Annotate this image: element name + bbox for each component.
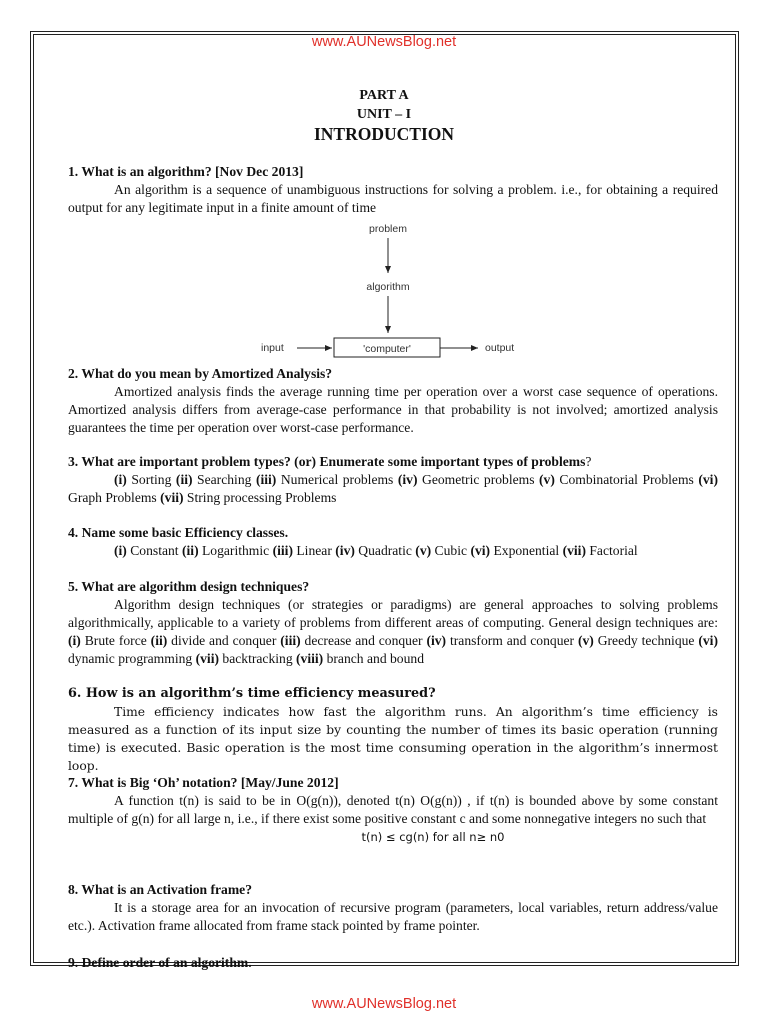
answer-2: Amortized analysis finds the average running time per operation over a worst case sequence of operations. Amortized analysis differs from average-case performance in that probability is not involved; amortized analysis guarantees the time per operation over worst-case performance. bbox=[68, 384, 718, 435]
question-5: 5. What are algorithm design techniques? bbox=[68, 579, 310, 594]
list-item-text: Quadratic bbox=[354, 543, 416, 558]
list-numeral: (v) bbox=[415, 543, 432, 558]
diagram-output-label: output bbox=[485, 342, 515, 354]
unit-heading: UNIT – I bbox=[356, 107, 412, 122]
list-item-text: divide and conquer bbox=[167, 633, 281, 648]
list-numeral: (iv) bbox=[397, 472, 418, 487]
list-item-text: Factorial bbox=[585, 543, 638, 558]
list-item-text: Linear bbox=[292, 543, 336, 558]
list-item-text: Constant bbox=[126, 543, 182, 558]
diagram-input-label: input bbox=[261, 342, 284, 354]
list-item-text: decrease and conquer bbox=[300, 633, 427, 648]
question-4: 4. Name some basic Efficiency classes. bbox=[68, 525, 289, 540]
list-numeral: (vi) bbox=[470, 543, 491, 558]
list-numeral: (ii) bbox=[181, 543, 199, 558]
list-item-text: Cubic bbox=[431, 543, 471, 558]
question-7-block bbox=[68, 774, 718, 846]
question-4-block bbox=[68, 524, 718, 560]
list-numeral: (i) bbox=[68, 633, 81, 648]
list-numeral: (v) bbox=[539, 472, 555, 487]
question-9-block bbox=[68, 954, 718, 972]
list-item-text: Combinatorial Problems bbox=[554, 472, 699, 487]
list-item-text: Searching bbox=[192, 472, 256, 487]
question-2: 2. What do you mean by Amortized Analysis? bbox=[68, 366, 333, 381]
watermark-top: www.AUNewsBlog.net bbox=[311, 34, 457, 50]
list-numeral: (vii) bbox=[160, 490, 184, 505]
list-item-text: transform and conquer bbox=[446, 633, 578, 648]
question-8-block bbox=[68, 881, 718, 935]
list-numeral: (v) bbox=[577, 633, 594, 648]
answer-5: Algorithm design techniques (or strategies or paradigms) are general approaches to solving problems algorithmically, applicable to a variety of problems from different areas of computing. General design techniques are: (i) Brute force (ii) divide and conquer (iii) decrease and conquer (iv) transform and conquer (v) Greedy technique (vi) dynamic programming (vii) backtracking (viii) branch and bound bbox=[68, 597, 718, 666]
big-oh-formula: t(n) ≤ cg(n) for all n≥ n0 bbox=[361, 830, 505, 844]
list-item-text: String processing Problems bbox=[183, 490, 337, 505]
list-numeral: (vi) bbox=[698, 472, 718, 487]
answer-8: It is a storage area for an invocation of recursive program (parameters, local variables, return address/value etc.). Activation frame allocated from frame stack pointed by frame pointer. bbox=[68, 900, 718, 933]
question-6: 6. How is an algorithm’s time efficiency measured? bbox=[68, 686, 436, 701]
list-numeral: (i) bbox=[114, 472, 127, 487]
list-numeral: (iii) bbox=[255, 472, 277, 487]
list-item-text: Greedy technique bbox=[593, 633, 699, 648]
diagram-computer-label: 'computer' bbox=[363, 343, 411, 355]
answer-4 bbox=[68, 542, 718, 560]
list-numeral: (ii) bbox=[175, 472, 193, 487]
question-3: 3. What are important problem types? (or) Enumerate some important types of problems? bbox=[68, 454, 592, 469]
list-item-text: branch and bound bbox=[323, 651, 424, 666]
list-numeral: (i) bbox=[114, 543, 127, 558]
list-item-text: Logarithmic bbox=[198, 543, 273, 558]
question-5-block bbox=[68, 578, 718, 668]
list-item-text: Numerical problems bbox=[276, 472, 398, 487]
list-numeral: (ii) bbox=[150, 633, 168, 648]
list-item-text: Brute force bbox=[80, 633, 151, 648]
answer-7: A function t(n) is said to be in O(g(n)), denoted t(n) O(g(n)) , if t(n) is bounded above by some constant multiple of g(n) for all large n, i.e., if there exist some positive constant c and some nonnegative integers no such that bbox=[68, 793, 718, 826]
list-item-text: dynamic programming bbox=[68, 651, 196, 666]
question-9: 9. Define order of an algorithm. bbox=[68, 955, 252, 970]
list-numeral: (iv) bbox=[335, 543, 355, 558]
answer-1: An algorithm is a sequence of unambiguous instructions for solving a problem. i.e., for obtaining a required output for any legitimate input in a finite amount of time bbox=[68, 182, 718, 215]
answer-3 bbox=[68, 471, 718, 507]
diagram-algorithm-label: algorithm bbox=[366, 281, 410, 293]
answer-6: Time efficiency indicates how fast the algorithm runs. An algorithm’s time efficiency is measured as a function of its input size by counting the number of times its basic operation (running time) is executed. Basic operation is the most time consuming operation in the algorithm’s innermost loop. bbox=[68, 705, 718, 773]
question-8: 8. What is an Activation frame? bbox=[68, 882, 253, 897]
list-numeral: (vi) bbox=[698, 633, 718, 648]
list-item-text: Sorting bbox=[126, 472, 176, 487]
list-item-text: Geometric problems bbox=[417, 472, 540, 487]
list-numeral: (vii) bbox=[195, 651, 220, 666]
list-numeral: (viii) bbox=[296, 651, 324, 666]
list-numeral: (iv) bbox=[426, 633, 447, 648]
list-item-text: Exponential bbox=[490, 543, 563, 558]
diagram-problem-label: problem bbox=[369, 223, 407, 235]
chapter-title: INTRODUCTION bbox=[313, 124, 455, 144]
watermark-bottom: www.AUNewsBlog.net bbox=[311, 996, 457, 1012]
question-3-block bbox=[68, 453, 718, 507]
question-2-block bbox=[68, 365, 718, 437]
list-numeral: (iii) bbox=[280, 633, 301, 648]
question-1: 1. What is an algorithm? [Nov Dec 2013] bbox=[68, 164, 304, 179]
list-item-text: backtracking bbox=[219, 651, 297, 666]
list-numeral: (iii) bbox=[272, 543, 293, 558]
list-numeral: (vii) bbox=[562, 543, 586, 558]
question-1-block bbox=[68, 163, 718, 217]
part-heading: PART A bbox=[359, 88, 409, 103]
algorithm-diagram bbox=[250, 218, 550, 358]
question-7: 7. What is Big ‘Oh’ notation? [May/June 2012] bbox=[68, 775, 339, 790]
list-item-text: Graph Problems bbox=[68, 490, 161, 505]
question-6-block bbox=[68, 685, 718, 775]
